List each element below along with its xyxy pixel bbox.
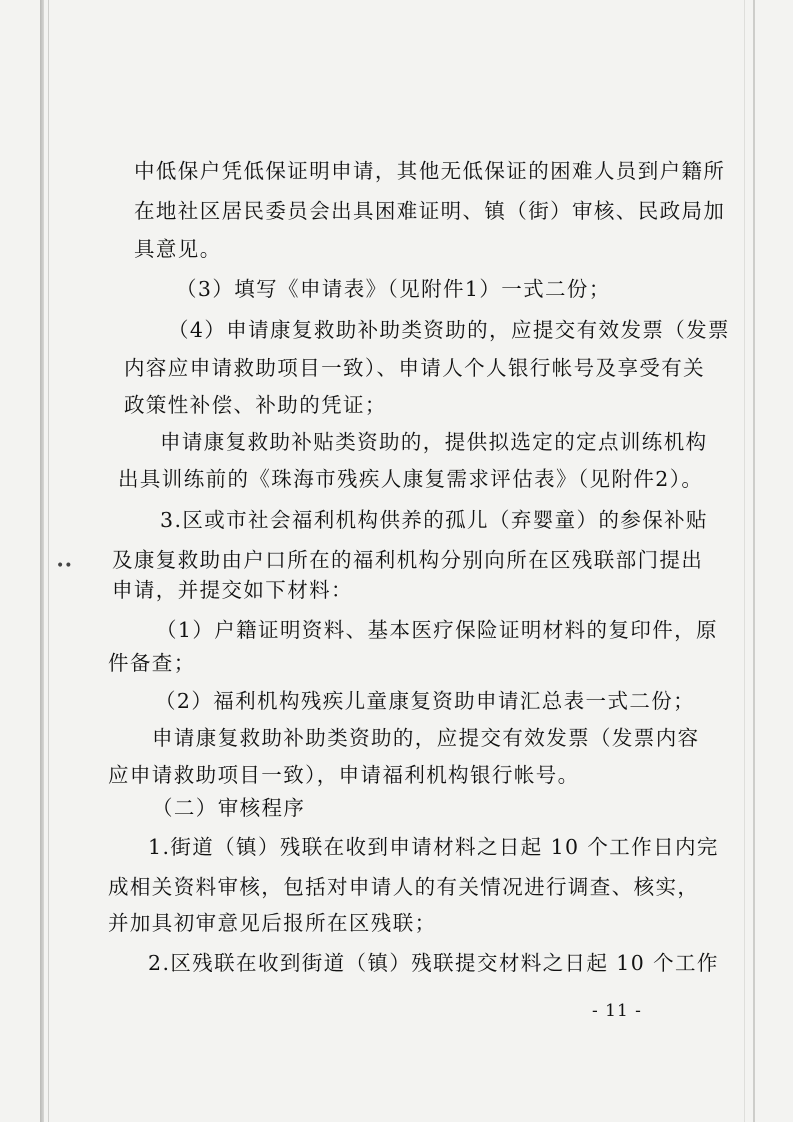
text-line: 应申请救助项目一致），申请福利机构银行帐号。 <box>108 763 580 787</box>
page-edge <box>753 0 755 1122</box>
text-line: （3）填写《申请表》（见附件1）一式二份； <box>176 277 611 301</box>
text-line: （2）福利机构残疾儿童康复资助申请汇总表一式二份； <box>155 689 696 713</box>
scan-mark: •• <box>56 558 73 574</box>
text-line: 申请康复救助补贴类资助的，提供拟选定的定点训练机构 <box>160 430 708 454</box>
text-line: 并加具初审意见后报所在区残联； <box>108 911 437 935</box>
text-line: 申请康复救助补助类资助的，应提交有效发票（发票内容 <box>152 726 700 750</box>
text-line: 件备查； <box>108 651 196 675</box>
page-edge-line <box>744 0 745 1122</box>
section-heading: （二）审核程序 <box>152 796 306 820</box>
text-line: 政策性补偿、补助的凭证； <box>124 393 387 417</box>
text-line: 申请，并提交如下材料： <box>112 578 353 602</box>
binding-edge <box>40 0 44 1122</box>
text-line: 内容应申请救助项目一致）、申请人个人银行帐号及享受有关 <box>124 356 706 380</box>
text-line: 出具训练前的《珠海市残疾人康复需求评估表》（见附件2）。 <box>118 467 704 491</box>
text-line: 中低保户凭低保证明申请，其他无低保证的困难人员到户籍所 <box>134 159 726 183</box>
binding-edge-line <box>48 0 49 1122</box>
text-line: 具意见。 <box>134 237 222 261</box>
text-line: 3.区或市社会福利机构供养的孤儿（弃婴童）的参保补贴 <box>160 508 708 532</box>
page-number: - 11 - <box>592 1001 642 1021</box>
text-line: 1.街道（镇）残联在收到申请材料之日起 10 个工作日内完 <box>148 835 719 859</box>
text-line: 在地社区居民委员会出具困难证明、镇（街）审核、民政局加 <box>134 199 726 223</box>
text-line: （1）户籍证明资料、基本医疗保险证明材料的复印件，原 <box>156 618 718 642</box>
text-line: 2.区残联在收到街道（镇）残联提交材料之日起 10 个工作 <box>148 951 719 975</box>
text-line: 成相关资料审核，包括对申请人的有关情况进行调查、核实， <box>108 875 700 899</box>
text-line: （4）申请康复救助补助类资助的，应提交有效发票（发票 <box>168 318 730 342</box>
text-line: 及康复救助由户口所在的福利机构分别向所在区残联部门提出 <box>112 548 704 572</box>
